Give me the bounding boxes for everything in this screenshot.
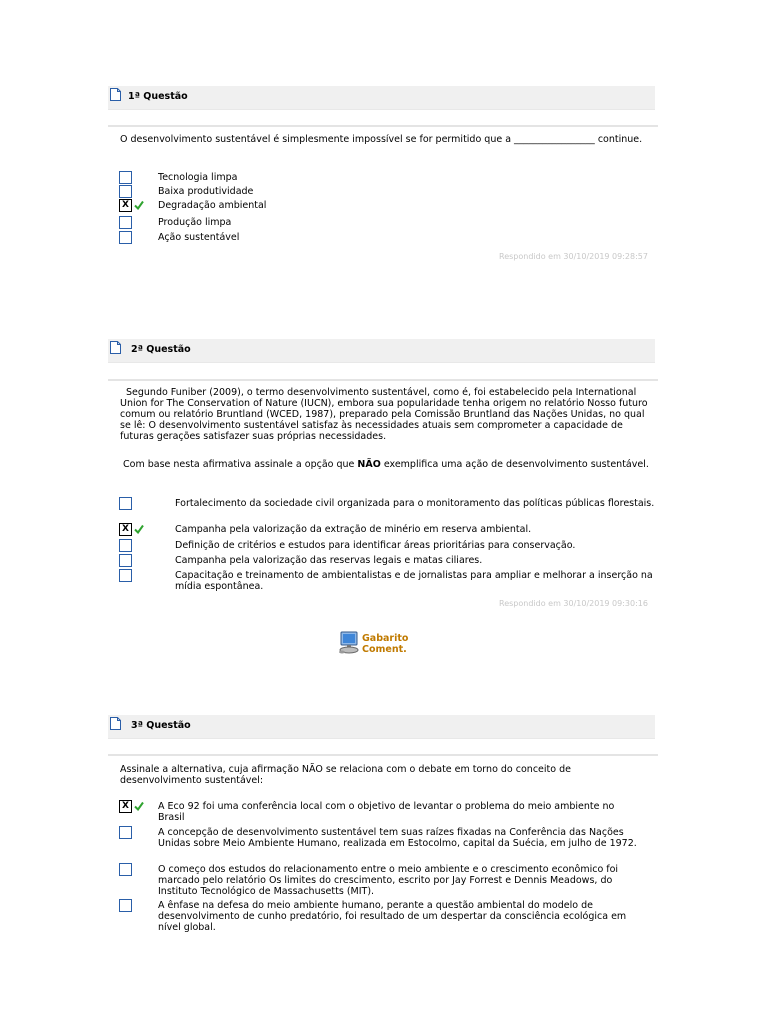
question-1-title: 1ª Questão [128, 91, 188, 102]
divider [108, 125, 658, 127]
answered-timestamp: Respondido em 30/10/2019 09:28:57 [499, 252, 648, 261]
option-checkbox[interactable] [119, 899, 132, 912]
option-label: Degradação ambiental [158, 200, 267, 211]
question-3-statement: Assinale a alternativa, cuja afirmação NÃO se relaciona com o debate em torno do conceito de desenvolvimento sustentável: [120, 764, 571, 786]
option-checkbox[interactable] [119, 539, 132, 552]
gabarito-line-1: Gabarito [362, 633, 409, 644]
question-2-title: 2ª Questão [131, 344, 191, 355]
option-label: Capacitação e treinamento de ambientalistas e de jornalistas para ampliar e melhorar a inserção na mídia espontânea. [175, 570, 653, 592]
question-2-header [108, 339, 655, 363]
gabarito-comentado-link[interactable] [338, 631, 418, 657]
option-label: Ação sustentável [158, 232, 240, 243]
option-label: A concepção de desenvolvimento sustentável tem suas raízes fixadas na Conferência das Nações Unidas sobre Meio Ambiente Humano, realizada em Estocolmo, capital da Suécia, em julho de 1972. [158, 827, 637, 849]
question-3-header [108, 715, 655, 739]
gabarito-label[interactable] [362, 633, 408, 655]
gabarito-line-2: Coment. [362, 644, 407, 655]
question-2-statement: Segundo Funiber (2009), o termo desenvolvimento sustentável, como é, foi estabelecido pela International Union for The Conservation of Nature (IUCN), embora sua popularidade tenha origem no relatório Nosso futuro comum ou relatório Bruntland (WCED, 1987), preparado pela Comissão Bruntland das Nações Unidas, no qual se lê: O desenvolvimento sustentável satisfaz às necessidades atuais sem comprometer a capacidade de futuras gerações satisfazer suas próprias necessidades. [120, 387, 648, 442]
correct-check-icon [134, 524, 144, 534]
correct-check-icon [134, 801, 144, 811]
option-checkbox[interactable] [119, 497, 132, 510]
option-checkbox[interactable] [119, 231, 132, 244]
option-label: O começo dos estudos do relacionamento entre o meio ambiente e o crescimento econômico foi marcado pelo relatório Os limites do crescimento, escrito por Jay Forrest e Dennis Meadows, do Instituto Tecnológico de Massachusetts (MIT). [158, 864, 619, 897]
option-checkbox-checked[interactable]: X [119, 800, 132, 813]
option-checkbox[interactable] [119, 554, 132, 567]
prompt-text: exemplifica uma ação de desenvolvimento sustentável. [380, 459, 649, 470]
option-label: Campanha pela valorização da extração de minério em reserva ambiental. [175, 524, 532, 535]
option-label: Tecnologia limpa [158, 172, 238, 183]
option-label: Produção limpa [158, 217, 232, 228]
option-checkbox-checked[interactable]: X [119, 199, 132, 212]
question-1-header [108, 86, 655, 110]
option-checkbox[interactable] [119, 185, 132, 198]
prompt-text: Com base nesta afirmativa assinale a opção que [123, 459, 358, 470]
document-icon [110, 88, 121, 101]
option-checkbox[interactable] [119, 569, 132, 582]
document-icon [110, 717, 121, 730]
option-label: Fortalecimento da sociedade civil organizada para o monitoramento das políticas públicas florestais. [175, 498, 655, 509]
monitor-icon [338, 631, 360, 655]
option-label: A ênfase na defesa do meio ambiente humano, perante a questão ambiental do modelo de desenvolvimento de cunho predatório, foi resultado de um despertar da consciência ecológica em nível global. [158, 900, 627, 933]
prompt-emphasis: NÃO [357, 459, 381, 470]
option-checkbox-checked[interactable]: X [119, 523, 132, 536]
option-label: A Eco 92 foi uma conferência local com o objetivo de levantar o problema do meio ambiente no Brasil [158, 801, 615, 823]
question-1-statement: O desenvolvimento sustentável é simplesmente impossível se for permitido que a _________________ continue. [120, 134, 643, 145]
option-label: Campanha pela valorização das reservas legais e matas ciliares. [175, 555, 483, 566]
option-checkbox[interactable] [119, 863, 132, 876]
correct-check-icon [134, 200, 144, 210]
option-label: Baixa produtividade [158, 186, 254, 197]
option-checkbox[interactable] [119, 826, 132, 839]
divider [108, 754, 658, 756]
divider [108, 379, 658, 381]
question-2-prompt [120, 459, 650, 470]
document-icon [110, 341, 121, 354]
question-3-title: 3ª Questão [131, 720, 191, 731]
option-checkbox[interactable] [119, 216, 132, 229]
option-checkbox[interactable] [119, 171, 132, 184]
option-label: Definição de critérios e estudos para identificar áreas prioritárias para conservação. [175, 540, 576, 551]
answered-timestamp: Respondido em 30/10/2019 09:30:16 [499, 599, 648, 608]
